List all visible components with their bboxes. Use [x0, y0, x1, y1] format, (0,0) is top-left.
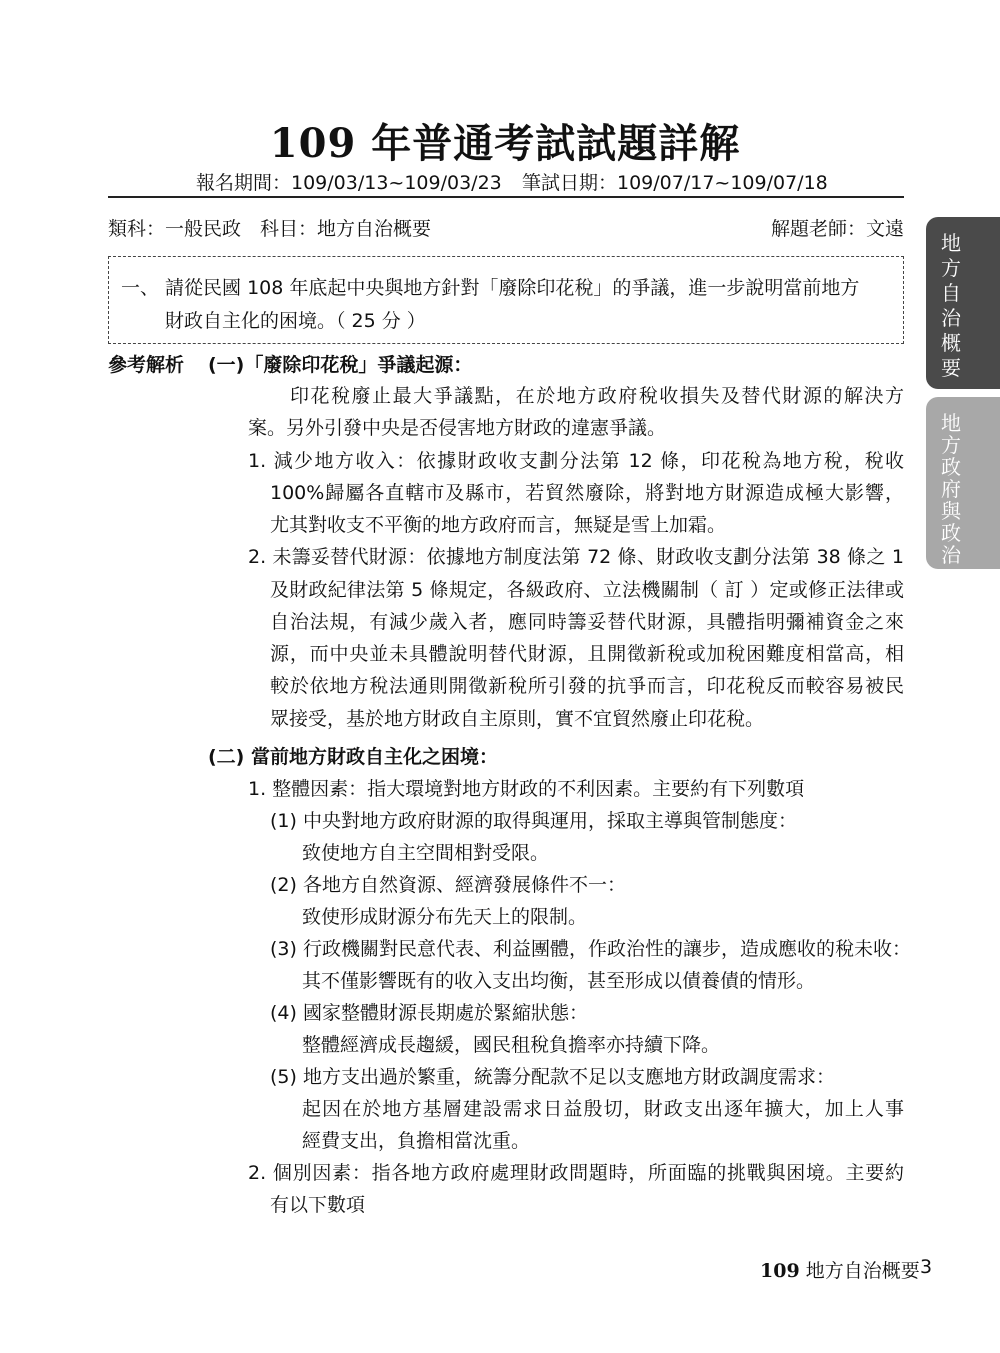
tab-char: 方 [941, 433, 961, 457]
tab-char: 要 [941, 356, 961, 380]
page-number: 3 [920, 1256, 933, 1278]
paragraph-line: 較於依地方稅法通則開徵新稅所引發的抗爭而言，印花稅反而較容易被民 [270, 675, 904, 697]
paragraph-line: 案。另外引發中央是否侵害地方財政的違憲爭議。 [248, 417, 667, 439]
list-item: (5) 地方支出過於繁重，統籌分配款不足以支應地方財政調度需求： [270, 1066, 835, 1088]
paragraph-line: 眾接受，基於地方財政自主原則，實不宜貿然廢止印花稅。 [270, 708, 765, 730]
list-item: (1) 中央對地方政府財源的取得與運用，採取主導與管制態度： [270, 810, 797, 832]
tab-char: 自 [941, 281, 961, 305]
exam-date: 筆試日期：109/07/17~109/07/18 [522, 172, 828, 194]
tab-char: 與 [941, 499, 961, 523]
teacher-name: 解題老師：文遠 [770, 218, 904, 240]
list-item-detail: 起因在於地方基層建設需求日益殷切，財政支出逐年擴大，加上人事 [302, 1098, 904, 1120]
tab-char: 地 [941, 231, 961, 255]
list-item: (2) 各地方自然資源、經濟發展條件不一： [270, 874, 626, 896]
answer-label: 參考解析 [108, 354, 185, 376]
section-2-heading: (二) 當前地方財政自主化之困境： [208, 746, 498, 768]
paragraph-line: 及財政紀律法第 5 條規定，各級政府、立法機關制（ 訂 ）定或修正法律或 [270, 579, 904, 601]
tab-char: 治 [941, 543, 961, 567]
tab-char: 治 [941, 306, 961, 330]
tab-char: 政 [941, 521, 961, 545]
tab-char: 方 [941, 256, 961, 280]
side-tab-local-government[interactable] [926, 397, 1000, 569]
question-line-2: 財政自主化的困境。（ 25 分 ） [165, 310, 426, 332]
side-tab-local-autonomy[interactable] [926, 217, 1000, 389]
paragraph-line: 源，而中央並未具體說明替代財源，且開徵新稅或加稅困難度相當高，相 [270, 643, 904, 665]
tab-char: 府 [941, 477, 961, 501]
question-box [108, 256, 904, 344]
list-item: (4) 國家整體財源長期處於緊縮狀態： [270, 1002, 588, 1024]
paragraph-line: 2. 個別因素：指各地方政府處理財政問題時，所面臨的挑戰與困境。主要約 [248, 1162, 904, 1184]
list-item-detail: 整體經濟成長趨緩，國民租稅負擔率亦持續下降。 [302, 1034, 721, 1056]
meta-line [108, 214, 904, 241]
paragraph-line: 自治法規，有減少歲入者，應同時籌妥替代財源，具體指明彌補資金之來 [270, 611, 904, 633]
footer-year: 109 [760, 1260, 800, 1282]
footer-subject: 地方自治概要 [799, 1260, 920, 1282]
registration-period: 報名期間：109/03/13~109/03/23 [196, 172, 502, 194]
category-subject: 類科：一般民政 科目：地方自治概要 [108, 218, 432, 240]
page-footer [760, 1256, 920, 1283]
paragraph-line: 1. 整體因素：指大環境對地方財政的不利因素。主要約有下列數項 [248, 778, 805, 800]
list-item-detail: 致使地方自主空間相對受限。 [302, 842, 550, 864]
paragraph-line: 2. 未籌妥替代財源：依據地方制度法第 72 條、財政收支劃分法第 38 條之 1 [248, 546, 904, 568]
paragraph-line: 尤其對收支不平衡的地方政府而言，無疑是雪上加霜。 [270, 514, 727, 536]
question-line-1: 一、 請從民國 108 年底起中央與地方針對「廢除印花稅」的爭議，進一步說明當前地方 [121, 277, 860, 299]
header-rule [108, 196, 904, 198]
section-1-heading: (一)「廢除印花稅」爭議起源： [208, 354, 473, 376]
exam-dates [196, 168, 836, 195]
list-item-detail: 其不僅影響既有的收入支出均衡，甚至形成以債養債的情形。 [302, 970, 816, 992]
list-item: (3) 行政機關對民意代表、利益團體，作政治性的讓步，造成應收的稅未收： [270, 938, 911, 960]
tab-char: 概 [941, 331, 961, 355]
tab-char: 地 [941, 411, 961, 435]
list-item-detail: 經費支出，負擔相當沈重。 [302, 1130, 531, 1152]
paragraph-line: 印花稅廢止最大爭議點，在於地方政府稅收損失及替代財源的解決方 [290, 385, 904, 407]
paragraph-line: 有以下數項 [270, 1194, 366, 1216]
tab-char: 政 [941, 455, 961, 479]
page-title: 109 年普通考試試題詳解 [269, 120, 741, 167]
list-item-detail: 致使形成財源分布先天上的限制。 [302, 906, 588, 928]
paragraph-line: 100%歸屬各直轄市及縣市，若貿然廢除，將對地方財源造成極大影響， [270, 482, 904, 504]
paragraph-line: 1. 減少地方收入：依據財政收支劃分法第 12 條，印花稅為地方稅，稅收 [248, 450, 904, 472]
